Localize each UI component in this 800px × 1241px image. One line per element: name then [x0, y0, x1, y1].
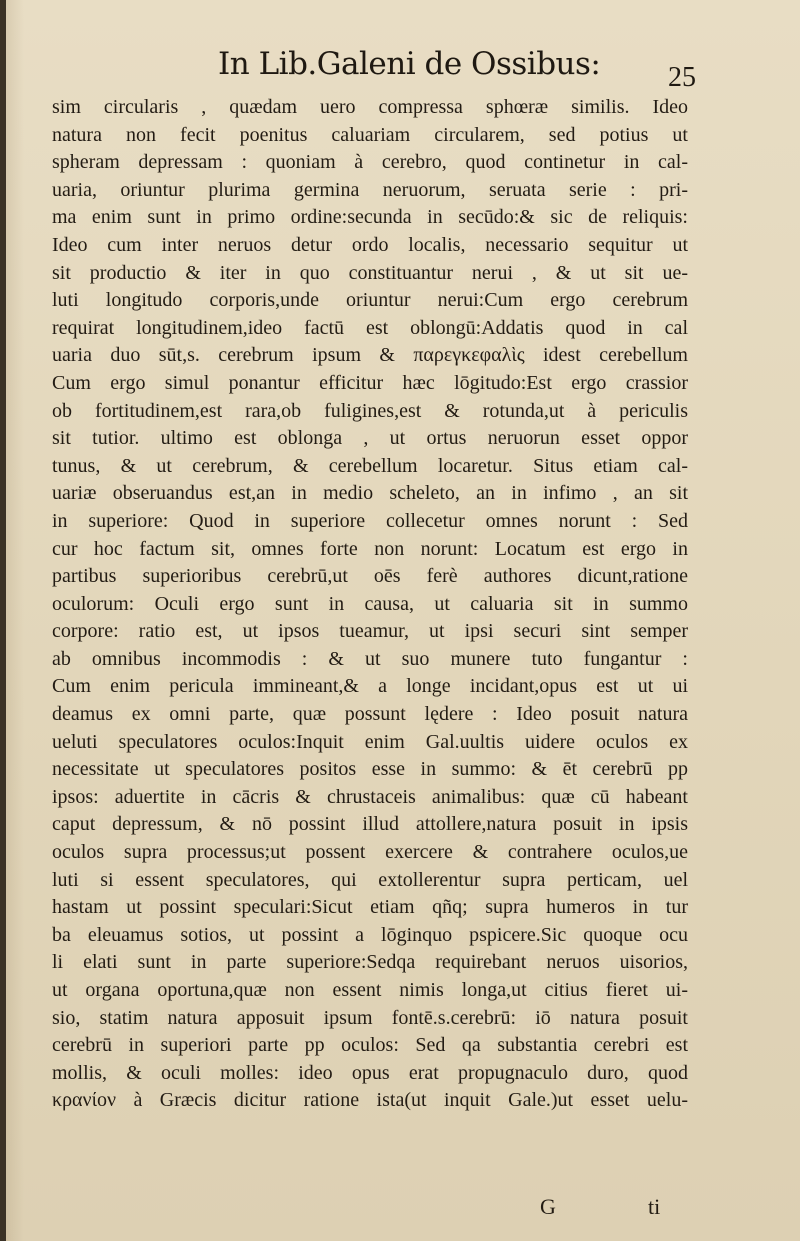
text-line: natura non fecit poenitus caluariam circularem, sed potius ut: [52, 123, 688, 146]
text-line: requirat longitudinem,ideo factū est oblongū:Addatis quod in cal: [52, 316, 688, 339]
text-line: κρανίον à Græcis dicitur ratione ista(ut inquit Gale.)ut esset uelu-: [52, 1089, 688, 1112]
text-line: partibus superioribus cerebrū,ut oēs ferè authores dicunt,ratione: [52, 565, 688, 588]
text-line: sim circularis , quædam uero compressa sphœræ similis. Ideo: [52, 96, 688, 118]
text-line: oculos supra processus;ut possent exercere & contrahere oculos,ue: [52, 841, 688, 864]
text-line: ab omnibus incommodis : & ut suo munere tuto fungantur :: [52, 647, 688, 670]
text-line: uaria, oriuntur plurima germina neruorum, seruata serie : pri-: [52, 178, 688, 201]
running-title: In Lib.Galeni de Ossibus:: [218, 46, 601, 82]
text-line: cerebrū in superiori parte pp oculos: Sed qa substantia cerebri est: [52, 1034, 688, 1057]
text-line: in superiore: Quod in superiore collecetur omnes norunt : Sed: [52, 509, 688, 532]
text-line: Cum ergo simul ponantur efficitur hæc lōgitudo:Est ergo crassior: [52, 371, 688, 394]
text-line: sio, statim natura apposuit ipsum fontē.s.cerebrū: iō natura posuit: [52, 1006, 688, 1029]
text-line: spheram depressam : quoniam à cerebro, quod continetur in cal-: [52, 151, 688, 174]
text-line: caput depressum, & nō possint illud attollere,natura posuit in ipsis: [52, 813, 688, 836]
text-line: ba eleuamus sotios, ut possint a lōginquo pspicere.Sic quoque ocu: [52, 923, 688, 946]
page-number: 25: [668, 62, 696, 93]
text-line: ut organa oportuna,quæ non essent nimis longa,ut citius fieret ui-: [52, 979, 688, 1001]
page-header: [0, 46, 800, 93]
text-line: uariæ obseruandus est,an in medio scheleto, an in infimo , an sit: [52, 482, 688, 505]
binding-gutter: [0, 0, 6, 1241]
text-line: uaria duo sūt,s. cerebrum ipsum & παρεγκεφαλὶς idest cerebellum: [52, 344, 688, 367]
text-line: ipsos: aduertite in cācris & chrustaceis animalibus: quæ cū habeant: [52, 785, 688, 808]
text-line: ueluti speculatores oculos:Inquit enim Gal.uultis uidere oculos ex: [52, 730, 688, 753]
text-line: oculorum: Oculi ergo sunt in causa, ut caluaria sit in summo: [52, 592, 688, 615]
text-line: li elati sunt in parte superiore:Sedqa requirebant neruos uisorios,: [52, 951, 688, 974]
text-line: hastam ut possint speculari:Sicut etiam qñq; supra humeros in tur: [52, 896, 688, 919]
text-line: deamus ex omni parte, quæ possunt lędere : Ideo posuit natura: [52, 703, 688, 726]
text-line: luti si essent speculatores, qui extollerentur supra perticam, uel: [52, 868, 688, 891]
text-line: tunus, & ut cerebrum, & cerebellum locaretur. Situs etiam cal-: [52, 454, 688, 477]
text-line: corpore: ratio est, ut ipsos tueamur, ut ipsi securi sint semper: [52, 620, 688, 643]
text-line: sit tutior. ultimo est oblonga , ut ortus neruorun esset oppor: [52, 427, 688, 450]
text-line: luti longitudo corporis,unde oriuntur nerui:Cum ergo cerebrum: [52, 289, 688, 312]
text-line: sit productio & iter in quo constituantur nerui , & ut sit ue-: [52, 261, 688, 284]
text-line: Cum enim pericula immineant,& a longe incidant,opus est ut ui: [52, 675, 688, 698]
catchword: ti: [648, 1194, 661, 1219]
text-line: Ideo cum inter neruos detur ordo localis, necessario sequitur ut: [52, 233, 688, 256]
text-line: necessitate ut speculatores positos esse in summo: & ēt cerebrū pp: [52, 758, 688, 781]
text-line: ma enim sunt in primo ordine:secunda in secūdo:& sic de reliquis:: [52, 206, 688, 229]
text-line: mollis, & oculi molles: ideo opus erat propugnaculo duro, quod: [52, 1061, 688, 1084]
signature-mark: G: [540, 1194, 556, 1219]
text-line: cur hoc factum sit, omnes forte non norunt: Locatum est ergo in: [52, 537, 688, 560]
footer-catchwords: [540, 1194, 690, 1224]
text-line: ob fortitudinem,est rara,ob fuligines,est & rotunda,ut à periculis: [52, 399, 688, 422]
body-text: [52, 94, 688, 1115]
